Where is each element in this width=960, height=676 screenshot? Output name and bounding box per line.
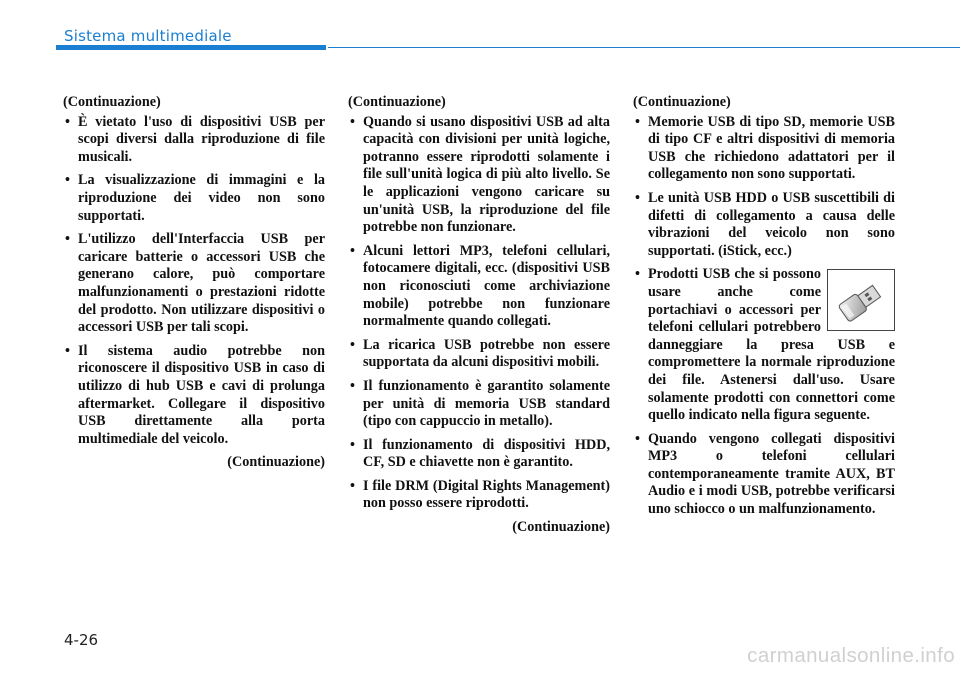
text-column-2 (348, 94, 610, 539)
continuation-label: (Continuazione) (63, 94, 161, 110)
list-item: • Il sistema audio potrebbe non riconoscere il dispositivo USB in caso di utilizzo di hub USB e cavi di prolunga aftermarket. Collegare il dispositivo USB direttamente alla porta multimediale del veicolo. (63, 343, 325, 449)
list-item: • La ricarica USB potrebbe non essere supportata da alcuni dispositivi mobili. (348, 337, 610, 372)
watermark: carmanualsonline.info (747, 644, 955, 667)
list-item: • Quando si usano dispositivi USB ad alta capacità con divisioni per unità logiche, potranno essere riprodotti solamente i file sull'unità logica di più alto livello. Se le applicazioni vengono caricare su un'unità USB, la riproduzione del file potrebbe non funzionare. (348, 114, 610, 237)
bullet-list (633, 114, 895, 519)
list-item: • Il funzionamento di dispositivi HDD, CF, SD e chiavette non è garantito. (348, 437, 610, 472)
list-item-text: Prodotti USB che si possono usare anche come portachiavi o accessori per telefoni cellulari potrebbero danneggiare la presa USB e compromettere la normale riproduzione dei file. Astenersi dall'uso. Usare solamente prodotti con connettori come quello indicato nella figura seguente. (648, 266, 895, 424)
header-rule-thin (328, 47, 960, 48)
usb-stick-icon (828, 270, 894, 330)
continuation-label: (Continuazione) (227, 454, 325, 471)
list-item: • Memorie USB di tipo SD, memorie USB di tipo CF e altri dispositivi di memoria USB che richiedono adattatori per il collegamento non sono supportati. (633, 114, 895, 184)
text-column-1 (63, 94, 325, 474)
text-column-3 (633, 94, 895, 525)
bullet-list (63, 114, 325, 449)
list-item: • La visualizzazione di immagini e la riproduzione dei video non sono supportati. (63, 172, 325, 225)
list-item: • Quando vengono collegati dispositivi MP3 o telefoni cellulari contemporaneamente tramite AUX, BT Audio e i modi USB, potrebbe verificarsi uno schiocco o un malfunzionamento. (633, 431, 895, 519)
list-item: • Il funzionamento è garantito solamente per unità di memoria USB standard (tipo con cappuccio in metallo). (348, 378, 610, 431)
list-item-with-figure (633, 266, 895, 424)
page-number: 4-26 (64, 631, 99, 649)
list-item: • È vietato l'uso di dispositivi USB per scopi diversi dalla riproduzione di file musicali. (63, 114, 325, 167)
bullet-list (348, 114, 610, 513)
continuation-label: (Continuazione) (512, 519, 610, 536)
list-item: • Le unità USB HDD o USB suscettibili di difetti di collegamento a causa delle vibrazioni del veicolo non sono supportati. (iStick, ecc.) (633, 190, 895, 260)
section-title: Sistema multimediale (64, 27, 232, 45)
continuation-label: (Continuazione) (633, 94, 731, 110)
list-item: • L'utilizzo dell'Interfaccia USB per caricare batterie o accessori USB che generano calore, può comportare malfunzionamenti o prestazioni ridotte del prodotto. Non utilizzare dispositivi o accessori USB per tali scopi. (63, 231, 325, 337)
list-item: • Alcuni lettori MP3, telefoni cellulari, fotocamere digitali, ecc. (dispositivi USB non riconosciuti come archiviazione mobile) potrebbe non funzionare normalmente quando collegati. (348, 243, 610, 331)
list-item: • I file DRM (Digital Rights Management) non posso essere riprodotti. (348, 478, 610, 513)
header-rule-thick (56, 45, 326, 50)
continuation-label: (Continuazione) (348, 94, 446, 110)
usb-stick-figure (827, 269, 895, 331)
